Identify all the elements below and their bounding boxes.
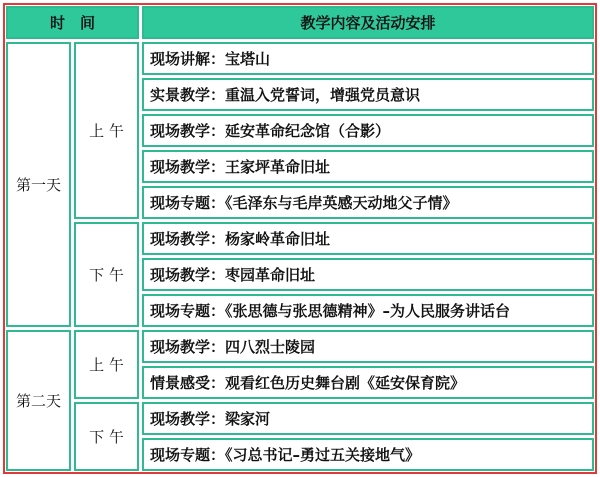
activity-content: 《毛泽东与毛岸英感天动地父子情》	[225, 194, 458, 212]
activity-cell: 现场教学：四八烈士陵园	[142, 330, 594, 363]
activity-type: 现场教学	[150, 410, 211, 428]
content-header: 教学内容及活动安排	[142, 6, 594, 39]
activity-cell: 现场教学：梁家河	[142, 402, 594, 435]
activity-type: 实景教学	[150, 86, 211, 104]
activity-cell: 实景教学：重温入党誓词，增强党员意识	[142, 78, 594, 111]
table-row	[6, 402, 594, 435]
activity-cell: 现场教学：王家坪革命旧址	[142, 150, 594, 183]
activity-content: 《张思德与张思德精神》–为人民服务讲话台	[225, 302, 511, 320]
period-cell-1-am	[74, 42, 139, 219]
activity-content: 梁家河	[225, 410, 271, 428]
day-cell-1	[6, 42, 71, 327]
activity-content: 杨家岭革命旧址	[225, 230, 331, 248]
activity-type: 现场教学	[150, 230, 211, 248]
activity-cell: 现场教学：延安革命纪念馆（合影）	[142, 114, 594, 147]
activity-cell: 现场教学：杨家岭革命旧址	[142, 222, 594, 255]
activity-type: 现场讲解	[150, 50, 211, 68]
activity-content: 宝塔山	[225, 50, 271, 68]
activity-content: 重温入党誓词，增强党员意识	[225, 86, 421, 104]
activity-content: 观看红色历史舞台剧《延安保育院》	[225, 374, 466, 392]
time-header: 时 间	[6, 6, 139, 39]
activity-cell: 现场专题：《张思德与张思德精神》–为人民服务讲话台	[142, 294, 594, 327]
activity-type: 现场教学	[150, 338, 211, 356]
activity-type: 现场教学	[150, 122, 211, 140]
activity-type: 现场教学	[150, 158, 211, 176]
activity-cell: 现场讲解：宝塔山	[142, 42, 594, 75]
activity-type: 情景感受	[150, 374, 211, 392]
activity-content: 枣园革命旧址	[225, 266, 316, 284]
activity-content: 《习总书记–勇过五关接地气》	[225, 446, 421, 464]
activity-content: 四八烈士陵园	[225, 338, 316, 356]
activity-cell: 现场专题：《习总书记–勇过五关接地气》	[142, 438, 594, 471]
activity-type: 现场专题	[150, 446, 211, 464]
period-cell-2-am	[74, 330, 139, 399]
activity-type: 现场教学	[150, 266, 211, 284]
activity-content: 王家坪革命旧址	[225, 158, 331, 176]
table-row	[6, 42, 594, 75]
activity-cell: 现场教学：枣园革命旧址	[142, 258, 594, 291]
schedule-table	[3, 3, 597, 474]
activity-cell: 现场专题：《毛泽东与毛岸英感天动地父子情》	[142, 186, 594, 219]
table-row	[6, 222, 594, 255]
header-row	[6, 6, 594, 39]
table-header	[6, 6, 594, 39]
period-label: 下 午	[89, 428, 124, 446]
day-cell-2	[6, 330, 71, 471]
activity-cell: 情景感受：观看红色历史舞台剧《延安保育院》	[142, 366, 594, 399]
day-label: 第一天	[15, 176, 61, 194]
period-cell-2-pm	[74, 402, 139, 471]
period-label: 下 午	[89, 266, 124, 284]
period-label: 上 午	[89, 122, 124, 140]
period-cell-1-pm	[74, 222, 139, 327]
activity-type: 现场专题	[150, 194, 211, 212]
activity-type: 现场专题	[150, 302, 211, 320]
table-row	[6, 330, 594, 363]
activity-content: 延安革命纪念馆（合影）	[225, 122, 391, 140]
table-body	[6, 42, 594, 471]
period-label: 上 午	[89, 356, 124, 374]
day-label: 第二天	[15, 392, 61, 410]
